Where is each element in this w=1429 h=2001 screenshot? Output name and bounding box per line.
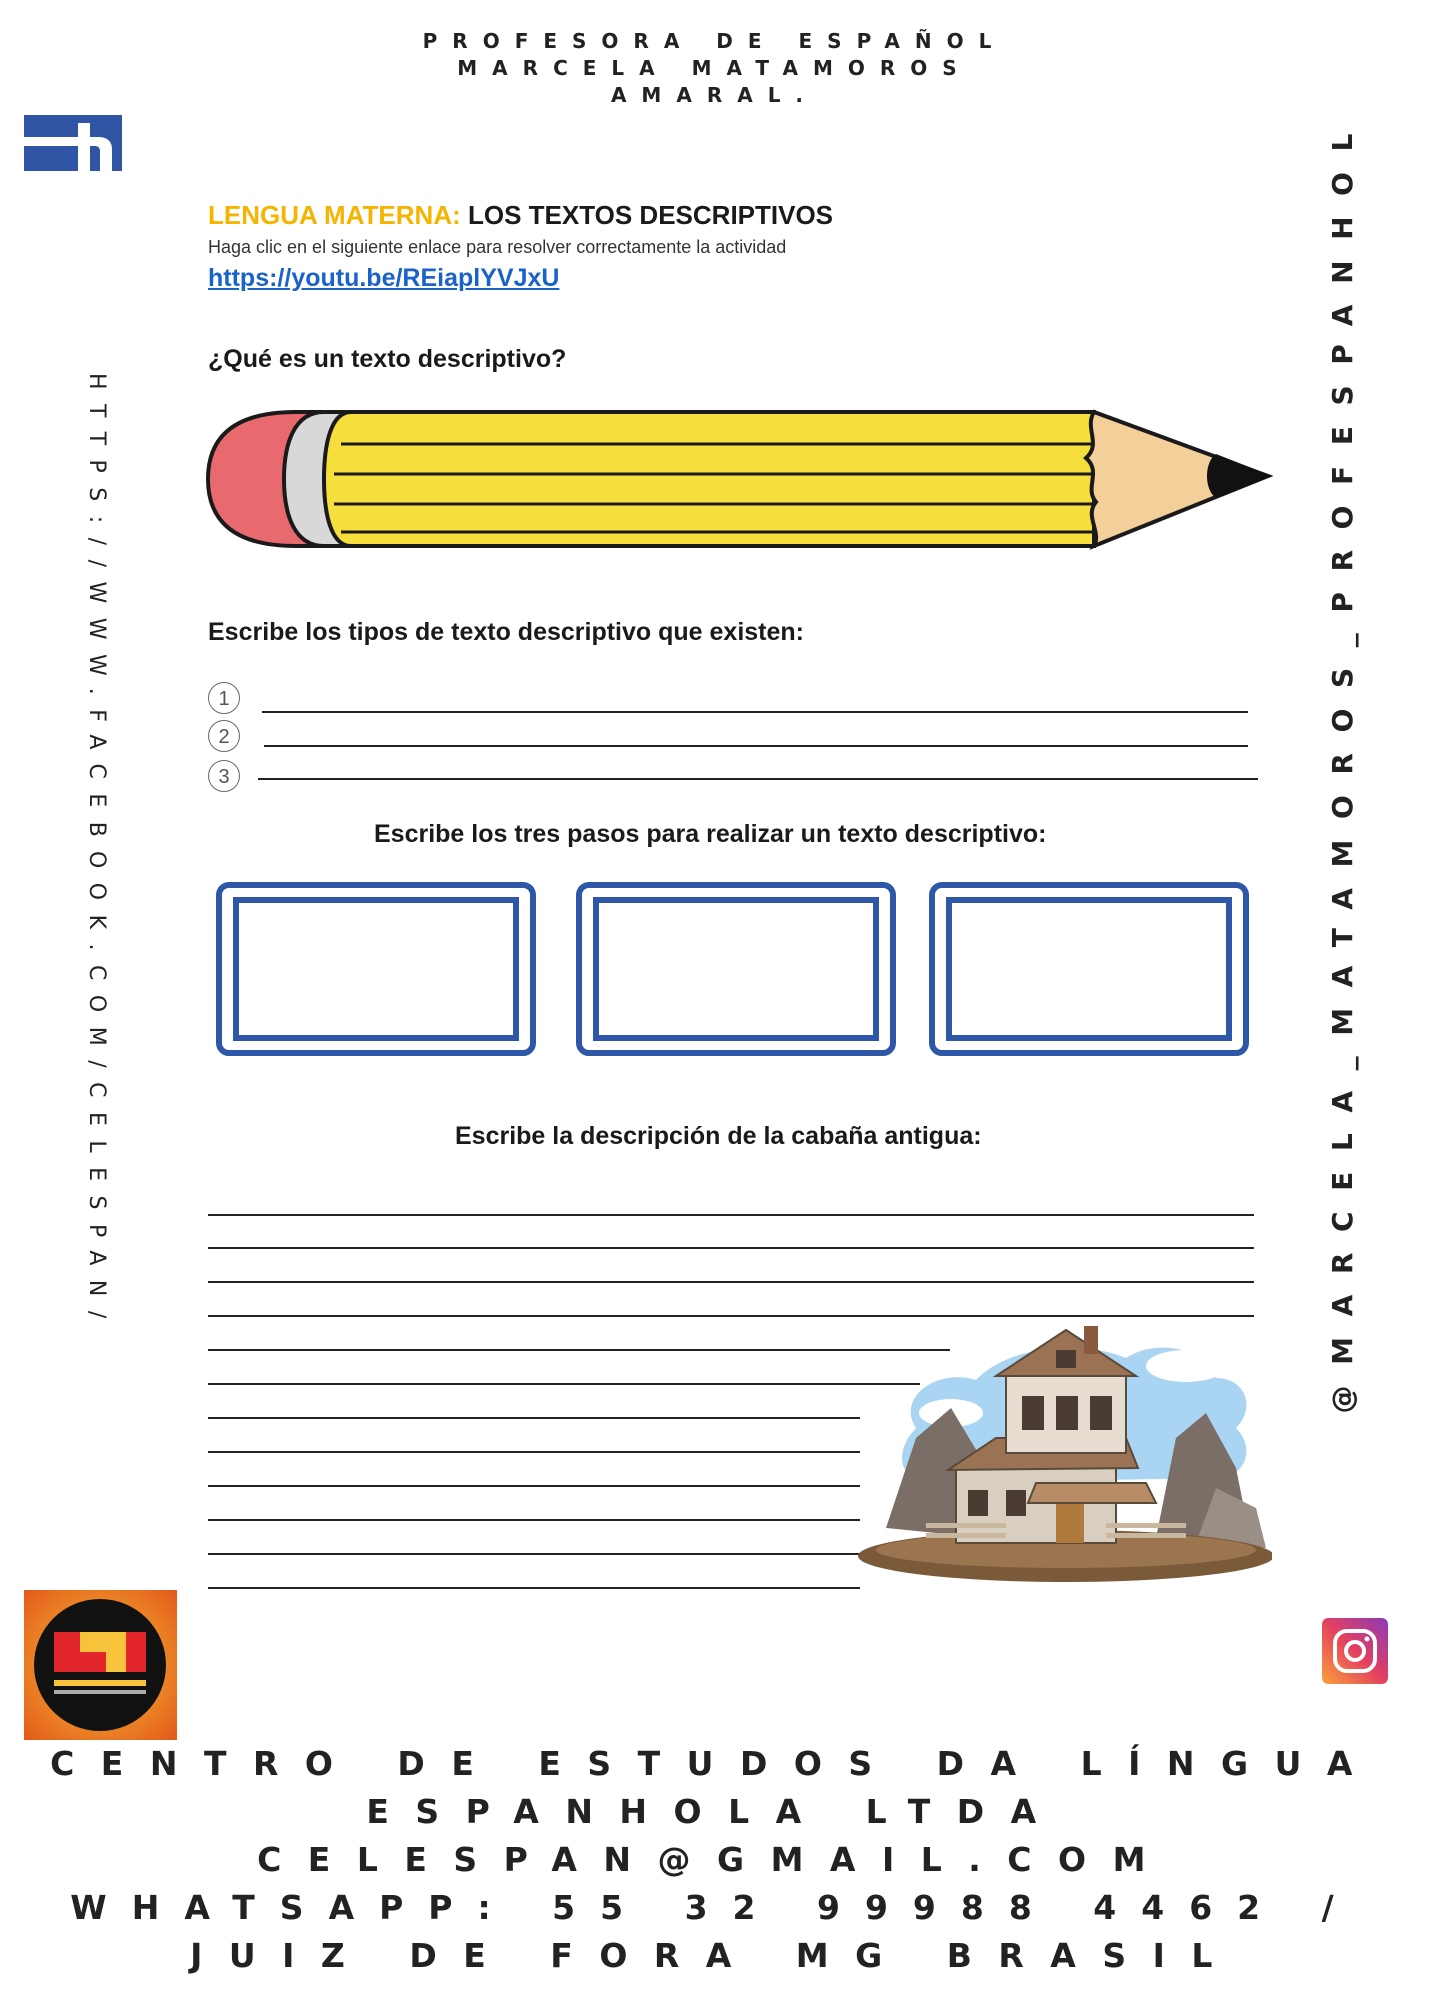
number-circle-2: 2 <box>208 720 240 752</box>
instagram-icon[interactable] <box>1322 1618 1388 1684</box>
question-4: Escribe la descripción de la cabaña antigua: <box>455 1122 982 1150</box>
instruction-text: Haga clic en el siguiente enlace para resolver correctamente la actividad <box>208 237 787 257</box>
step-box-1[interactable] <box>216 882 536 1056</box>
number-circle-1: 1 <box>208 682 240 714</box>
description-line-6[interactable] <box>208 1383 920 1385</box>
description-line-2[interactable] <box>208 1247 1254 1249</box>
title-accent: LENGUA MATERNA: <box>208 200 461 230</box>
page-footer <box>0 1740 1429 1980</box>
step-box-2[interactable] <box>576 882 896 1056</box>
description-line-12[interactable] <box>208 1587 860 1589</box>
answer-line-2[interactable] <box>264 745 1248 747</box>
celespan-logo <box>24 1590 177 1740</box>
question-3: Escribe los tres pasos para realizar un texto descriptivo: <box>374 820 1047 848</box>
video-link[interactable]: https://youtu.be/REiaplYVJxU <box>208 264 560 292</box>
description-line-10[interactable] <box>208 1519 860 1521</box>
header-line-1: PROFESORA DE ESPAÑOL <box>422 29 1007 53</box>
description-line-5[interactable] <box>208 1349 950 1351</box>
description-line-7[interactable] <box>208 1417 860 1419</box>
footer-email: CELESPAN@GMAIL.COM <box>257 1840 1172 1879</box>
description-line-1[interactable] <box>208 1214 1254 1216</box>
description-line-9[interactable] <box>208 1485 860 1487</box>
pencil-illustration <box>206 404 1276 559</box>
question-1: ¿Qué es un texto descriptivo? <box>208 345 567 373</box>
header-line-2: MARCELA MATAMOROS <box>457 56 972 80</box>
description-line-11[interactable] <box>208 1553 860 1555</box>
footer-line-1: CENTRO DE ESTUDOS DA LÍNGUA <box>50 1744 1379 1783</box>
footer-line-2: ESPANHOLA LTDA <box>366 1792 1063 1831</box>
question-2: Escribe los tipos de texto descriptivo que existen: <box>208 618 804 646</box>
instagram-handle-vertical: @MARCELA_MATAMOROS_PROFESPANHOL <box>1326 113 1359 1414</box>
abandoned-house-illustration <box>856 1318 1272 1593</box>
page-header <box>0 28 1429 109</box>
description-line-3[interactable] <box>208 1281 1254 1283</box>
answer-line-1[interactable] <box>262 711 1248 713</box>
footer-whatsapp: WHATSAPP: 55 32 99988 4462 / <box>70 1888 1359 1927</box>
facebook-icon[interactable] <box>24 115 122 171</box>
title-main: LOS TEXTOS DESCRIPTIVOS <box>460 200 834 230</box>
answer-line-3[interactable] <box>258 778 1258 780</box>
worksheet-title <box>208 200 833 231</box>
step-box-3[interactable] <box>929 882 1249 1056</box>
facebook-url-vertical: HTTPS://WWW.FACEBOOK.COM/CELESPAN/ <box>84 373 109 1333</box>
number-circle-3: 3 <box>208 760 240 792</box>
footer-location: JUIZ DE FORA MG BRASIL <box>190 1936 1239 1975</box>
description-line-4[interactable] <box>208 1315 1254 1317</box>
header-line-3: AMARAL. <box>610 83 819 107</box>
description-line-8[interactable] <box>208 1451 860 1453</box>
